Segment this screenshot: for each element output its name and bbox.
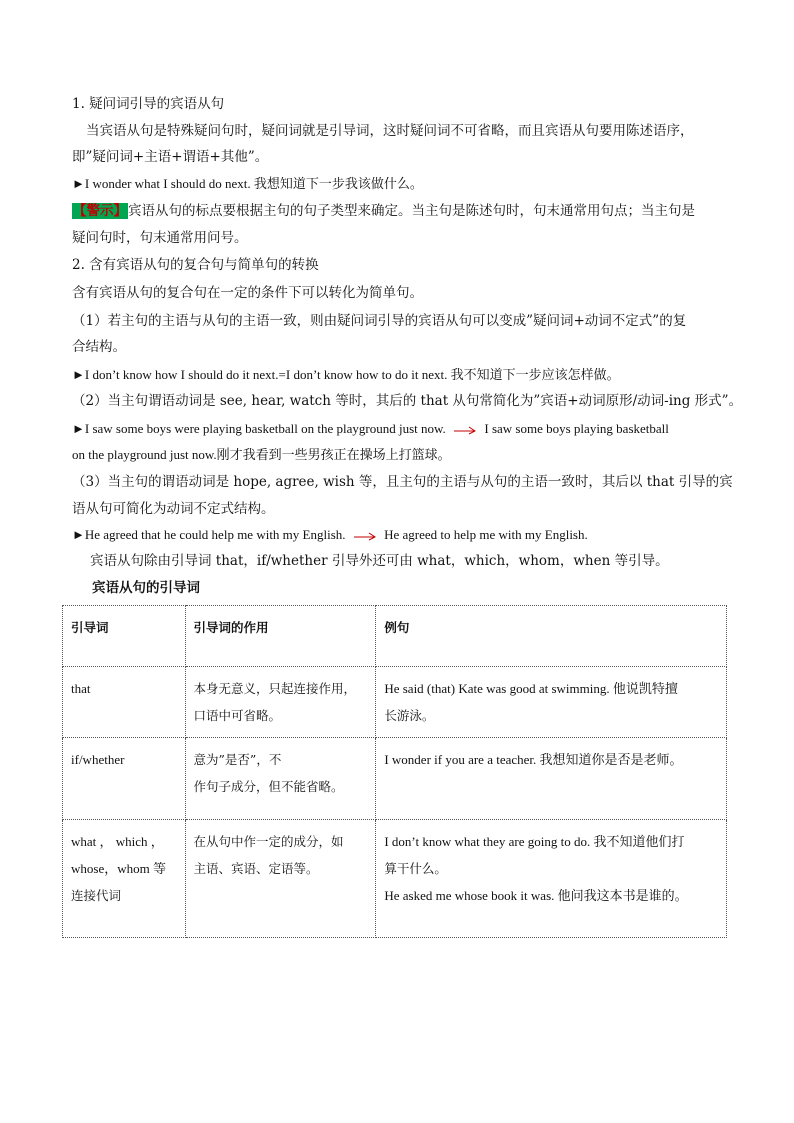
cell-line: 作句子成分，但不能省略。 xyxy=(193,779,344,794)
cell-function xyxy=(185,820,376,938)
rule1-line1: （1）若主句的主语与从句的主语一致，则由疑问词引导的宾语从句可以变成”疑问词+动词不定式”的复 xyxy=(72,313,687,329)
cell-line: 本身无意义，只起连接作用， xyxy=(193,681,357,696)
example2-line2 xyxy=(72,444,451,466)
warning-tag: 【警示】 xyxy=(73,203,127,219)
warning-line1 xyxy=(72,200,695,222)
table-header-row xyxy=(63,606,727,667)
example2-original: ►I saw some boys were playing basketball on the playground just now. xyxy=(72,421,446,436)
header-function: 引导词的作用 xyxy=(185,606,376,667)
cell-line: 在从句中作一定的成分，如 xyxy=(193,834,344,849)
cell-word xyxy=(63,820,186,938)
cell-line: I don’t know what they are going to do. 我不知道他们打 xyxy=(384,834,685,849)
cell-function xyxy=(185,667,376,738)
example3-line xyxy=(72,524,588,546)
table-row xyxy=(63,738,727,820)
example2-line1 xyxy=(72,418,669,440)
table-row xyxy=(63,667,727,738)
cell-example xyxy=(376,820,727,938)
section1-para-line1: 当宾语从句是特殊疑问句时，疑问词就是引导词，这时疑问词不可省略，而且宾语从句要用陈述语序， xyxy=(86,123,694,139)
cell-line: He said (that) Kate was good at swimming. 他说凯特擅 xyxy=(384,681,678,696)
cell-line: 算干什么。 xyxy=(384,861,447,876)
cell-function xyxy=(185,738,376,820)
rule1-line2: 合结构。 xyxy=(72,339,126,355)
section2-intro: 含有宾语从句的复合句在一定的条件下可以转化为简单句。 xyxy=(72,285,423,301)
section2-note: 宾语从句除由引导词 that，if/whether 引导外还可由 what，which，whom，when 等引导。 xyxy=(90,553,669,569)
arrow-right-icon xyxy=(454,425,476,435)
example1-text: ►I don’t know how I should do it next.=I don’t know how to do it next. 我不知道下一步应该怎样做。 xyxy=(72,367,620,382)
cell-line: 连接代词 xyxy=(71,888,122,903)
rule3-line2: 语从句可简化为动词不定式结构。 xyxy=(72,501,275,517)
cell-line: I wonder if you are a teacher. 我想知道你是否是老师。 xyxy=(384,752,683,767)
section2-heading: 2. 含有宾语从句的复合句与简单句的转换 xyxy=(72,257,319,273)
rule2: （2）当主句谓语动词是 see, hear, watch 等时，其后的 that 从句常简化为”宾语+动词原形/动词-ing 形式”。 xyxy=(72,393,743,409)
section1-example xyxy=(72,173,423,195)
example1 xyxy=(72,364,620,386)
cell-line: 长游泳。 xyxy=(384,708,435,723)
table-title: 宾语从句的引导词 xyxy=(92,580,200,596)
example-text: ►I wonder what I should do next. 我想知道下一步我该做什么。 xyxy=(72,176,423,191)
rule3-line1: （3）当主句的谓语动词是 hope, agree, wish 等，且主句的主语与从句的主语一致时，其后以 that 引导的宾 xyxy=(72,474,733,490)
cell-line: if/whether xyxy=(71,752,125,767)
warning-text: 宾语从句的标点要根据主句的句子类型来确定。当主句是陈述句时，句末通常用句点；当主句是 xyxy=(128,203,695,219)
warning-line2: 疑问句时，句末通常用问号。 xyxy=(72,230,248,246)
example3-original: ►He agreed that he could help me with my English. xyxy=(72,527,346,542)
cell-line: 意为”是否”，不 xyxy=(193,752,282,767)
cell-example xyxy=(376,667,727,738)
cell-line: whose，whom 等 xyxy=(71,861,166,876)
cell-line: that xyxy=(71,681,91,696)
cell-line: 主语、宾语、定语等。 xyxy=(193,861,319,876)
table-row xyxy=(63,820,727,938)
conjunction-table xyxy=(62,605,727,938)
section1-heading: 1. 疑问词引导的宾语从句 xyxy=(72,96,225,112)
section1-para-line2: 即”疑问词+主语+谓语+其他”。 xyxy=(72,149,269,165)
example2-simplified: I saw some boys playing basketball xyxy=(484,421,669,436)
cell-word xyxy=(63,667,186,738)
header-example: 例句 xyxy=(376,606,727,667)
cell-line: 口语中可省略。 xyxy=(193,708,282,723)
arrow-right-icon xyxy=(354,531,376,541)
cell-line: He asked me whose book it was. 他问我这本书是谁的。 xyxy=(384,888,688,903)
example2-line2-text: on the playground just now.刚才我看到一些男孩正在操场上打篮球。 xyxy=(72,447,451,462)
cell-example xyxy=(376,738,727,820)
cell-word xyxy=(63,738,186,820)
cell-line: what ， which ， xyxy=(71,834,164,849)
header-word: 引导词 xyxy=(63,606,186,667)
example3-simplified: He agreed to help me with my English. xyxy=(384,527,588,542)
